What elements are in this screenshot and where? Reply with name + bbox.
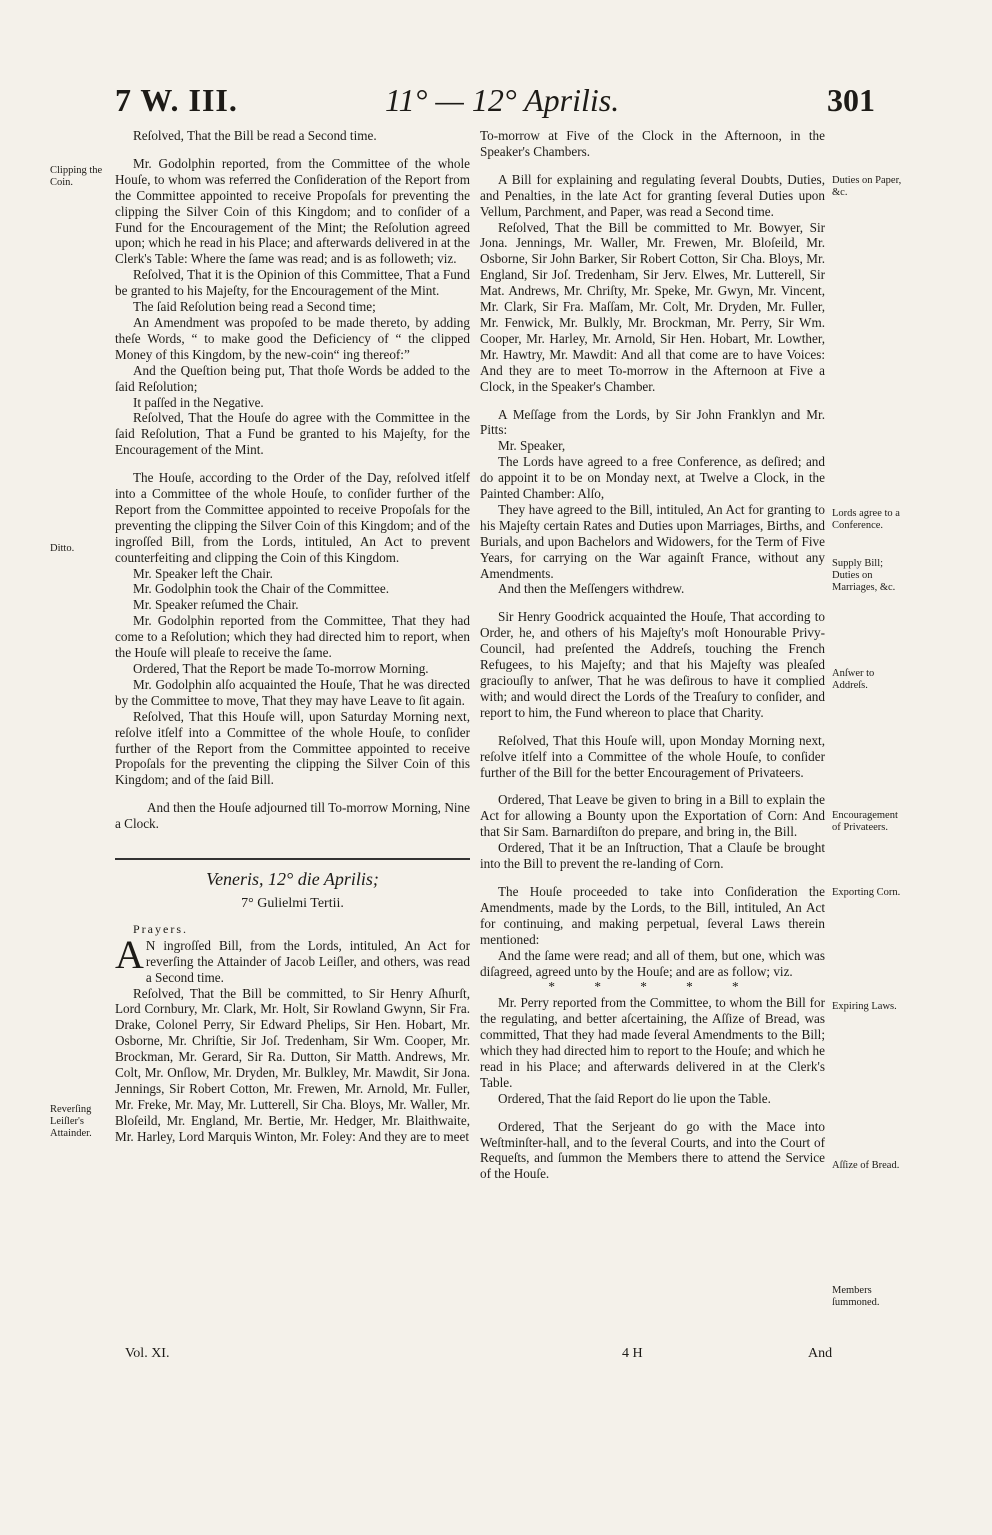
page-number: 301 bbox=[827, 82, 875, 118]
paragraph: Mr. Speaker left the Chair. bbox=[133, 565, 273, 581]
margin-note-encouragement-privateers: Encouragement of Privateers. bbox=[832, 810, 898, 833]
paragraph: A Meſſage from the Lords, by Sir John Franklyn and Mr. Pitts: bbox=[480, 406, 825, 438]
catchword: And bbox=[808, 1346, 833, 1361]
header-regnal-year: 7 W. III. bbox=[115, 82, 238, 118]
left-column bbox=[115, 128, 470, 1145]
omission-asterisks: * * * * * bbox=[548, 979, 757, 995]
paragraph: Sir Henry Goodrick acquainted the Houſe, That according to Order, he, and others of his Majeſty's moſt Honourable Privy-Council, had preſented the Addreſs, touching the French Refugees, to his Majeſty; and that his Majeſty was pleaſed graciouſly to anſwer, That he was deſirous to have it complied with; and would direct the Lords of the Treaſury to conſider, and report to him, the Fund whereon to place that Charity. bbox=[480, 609, 825, 720]
margin-note-answer-address: Anſwer to Addreſs. bbox=[832, 668, 875, 691]
paragraph: Mr. Godolphin alſo acquainted the Houſe, That he was directed by the Committee to move, That they may have Leave to ſit again. bbox=[115, 676, 470, 708]
paragraph: Ordered, That the Report be made To-morrow Morning. bbox=[133, 661, 429, 676]
paragraph: The ſaid Reſolution being read a Second time; bbox=[133, 299, 376, 315]
section-rule bbox=[115, 858, 470, 860]
prayers-heading: Prayers. bbox=[133, 921, 188, 936]
margin-note-expiring-laws: Expiring Laws. bbox=[832, 1001, 897, 1012]
paragraph: To-morrow at Five of the Clock in the Afternoon, in the Speaker's Chambers. bbox=[480, 128, 825, 159]
paragraph: Mr. Godolphin took the Chair of the Committee. bbox=[133, 581, 390, 597]
paragraph: Reſolved, That the Bill be read a Second time. bbox=[133, 128, 377, 143]
reign-heading: 7° Gulielmi Tertii. bbox=[241, 895, 344, 911]
day-heading: Veneris, 12° die Aprilis; bbox=[206, 869, 379, 890]
paragraph: Ordered, That the Serjeant do go with the Mace into Weſtminſter-hall, and to the ſeveral Courts, and into the Court of Requeſts, and ſummon the Members there to attend the Service of the Houſe. bbox=[480, 1118, 825, 1182]
paragraph: It paſſed in the Negative. bbox=[133, 394, 264, 410]
paragraph: Ordered, That it be an Inſtruction, That a Clauſe be brought into the Bill to prevent the re-landing of Corn. bbox=[480, 840, 825, 872]
paragraph: A Bill for explaining and regulating ſeveral Doubts, Duties, and Penalties, in the late Act for granting ſeveral Duties upon Vellum, Parchment, and Paper, was read a Second time. bbox=[480, 171, 825, 219]
margin-note-reversing-leisler: Reverſing Leiſler's Attainder. bbox=[50, 1104, 92, 1139]
page-header bbox=[115, 82, 875, 126]
paragraph: The Houſe proceeded to take into Conſideration the Amendments, made by the Lords, to the Bill, intituled, An Act for continuing, and making perpetual, ſeveral Laws therein mentioned: bbox=[480, 883, 825, 947]
paragraph: Mr. Godolphin reported from the Committee, That they had come to a Reſolution; which they had directed him to report, when the Houſe will pleaſe to receive the ſame. bbox=[115, 613, 470, 661]
paragraph-dropcap bbox=[115, 931, 470, 986]
paragraph: They have agreed to the Bill, intituled, An Act for granting to his Majeſty certain Rates and Duties upon Marriages, Births, and Burials, and upon Bachelors and Widowers, for the Term of Five Years, for carrying on the War againſt France, without any Amendments. bbox=[480, 501, 825, 581]
drop-cap: A bbox=[115, 931, 144, 977]
paragraph: The Lords have agreed to a free Conference, as deſired; and do appoint it to be on Monday next, at Twelve a Clock, in the Painted Chamber: Alſo, bbox=[480, 454, 825, 502]
paragraph: And then the Meſſengers withdrew. bbox=[498, 581, 685, 597]
paragraph: And the Queſtion being put, That thoſe Words be added to the ſaid Reſolution; bbox=[115, 362, 470, 394]
margin-note-assize-bread: Aſſize of Bread. bbox=[832, 1160, 900, 1171]
paragraph: An Amendment was propoſed to be made thereto, by adding theſe Words, “ to make good the Deficiency of “ the clipped Money of this Kingdom, by the new-coin“ ing thereof:” bbox=[115, 314, 470, 362]
margin-note-duties-paper: Duties on Paper, &c. bbox=[832, 175, 902, 198]
paragraph: Reſolved, That this Houſe will, upon Saturday Morning next, reſolve itſelf into a Committee of the whole Houſe, to conſider further of the Report from the Committee appointed to receive Propoſals for the preventing the clipping the Silver Coin of this Kingdom; and of the ſaid Bill. bbox=[115, 708, 470, 788]
margin-note-supply-bill: Supply Bill; Duties on Marriages, &c. bbox=[832, 558, 896, 593]
paragraph: Mr. Speaker, bbox=[498, 438, 566, 454]
paragraph: Reſolved, That the Bill be committed, to Sir Henry Aſhurſt, Lord Cornbury, Mr. Clark, Mr. Holt, Sir Rowland Gwynn, Sir Fra. Drake, Colonel Perry, Sir Edward Phelips, Sir Hen. Hobart, Mr. Osborne, Mr. Chriſtie, Sir Joſ. Tredenham, Sir Wm. Cooper, Mr. Brockman, Mr. Gerard, Sir Ra. Dutton, Sir Matth. Andrews, Mr. Colt, Mr. Onſlow, Mr. Dryden, Mr. Bulkley, Mr. Mawdit, Sir Jona. Jennings, Sir Robert Cotton, Mr. Frewen, Mr. Arnold, Mr. Fuller, Mr. Freke, Mr. May, Mr. Lutterell, Sir Cha. Bloys, Mr. Waller, Mr. Bloſeild, Mr. England, Mr. Bertie, Mr. Hedger, Mr. Blaithwaite, Mr. Harley, Lord Marquis Winton, Mr. Foley: And they are to meet bbox=[115, 985, 470, 1144]
paragraph: The Houſe, according to the Order of the Day, reſolved itſelf into a Committee of the whole Houſe, to conſider further of the Report from the Committee appointed to receive Propoſals for the preventing the clipping the Silver Coin of this Kingdom; and of the ingroſſed Bill, from the Lords, intituled, An Act to prevent counterfeiting and clipping the Coin of this Kingdom. bbox=[115, 470, 470, 565]
paragraph: Ordered, That Leave be given to bring in a Bill to explain the Act for allowing a Bounty upon the Exportation of Corn: And that Sir Sam. Barnardiſton do prepare, and bring in, the Bill. bbox=[480, 792, 825, 840]
volume-label: Vol. XI. bbox=[125, 1346, 170, 1361]
paragraph: Reſolved, That the Houſe do agree with the Committee in the ſaid Reſolution, That a Fund be granted to his Majeſty, for the Encouragement of the Mint. bbox=[115, 410, 470, 458]
paragraph-text: N ingroſſed Bill, from the Lords, intituled, An Act for reverſing the Attainder of Jacob Leiſler, and others, was read a Second time. bbox=[145, 937, 470, 985]
margin-note-ditto: Ditto. bbox=[50, 543, 75, 554]
paragraph: Mr. Perry reported from the Committee, to whom the Bill for the regulating, and better aſcertaining, the Aſſize of Bread, was committed, That they had made ſeveral Amendments to the Bill; which they had directed him to report to the Houſe; and which he read in his Place; and afterwards delivered in at the Clerk's Table. bbox=[480, 995, 825, 1090]
paragraph: Mr. Godolphin reported, from the Committee of the whole Houſe, to whom was referred the Conſideration of the Report from the Committee appointed to receive Propoſals for preventing the clipping the Silver Coin of this Kingdom; and to conſider of a Fund for the Encouragement of the Mint; the Reſolution agreed upon; which he read in his Place; and afterwards delivered in at the Clerk's Table: Where the ſame was read; and is as followeth; viz. bbox=[115, 155, 470, 267]
margin-note-clipping-coin: Clipping the Coin. bbox=[50, 165, 103, 188]
adjournment: And then the Houſe adjourned till To-morrow Morning, Nine a Clock. bbox=[115, 800, 470, 832]
paragraph: And the ſame were read; and all of them, but one, which was diſagreed, agreed unto by the Houſe; and are as follow; viz. bbox=[480, 947, 825, 979]
paragraph: Reſolved, That this Houſe will, upon Monday Morning next, reſolve itſelf into a Committee of the whole Houſe, to conſider further of the Bill for the better Encouragement of Privateers. bbox=[480, 732, 825, 780]
margin-note-members-summoned: Members ſummoned. bbox=[832, 1285, 880, 1308]
margin-note-exporting-corn: Exporting Corn. bbox=[832, 887, 901, 898]
header-date: 11° — 12° Aprilis. bbox=[385, 82, 620, 118]
right-column bbox=[480, 128, 825, 1182]
paragraph: Ordered, That the ſaid Report do lie upon the Table. bbox=[498, 1090, 771, 1106]
signature-mark: 4 H bbox=[622, 1346, 643, 1361]
paragraph: Reſolved, That it is the Opinion of this Committee, That a Fund be granted to his Majeſty, for the Encouragement of the Mint. bbox=[115, 267, 470, 299]
margin-note-lords-agree: Lords agree to a Conference. bbox=[832, 508, 900, 531]
paragraph: Mr. Speaker reſumed the Chair. bbox=[133, 597, 299, 613]
paragraph: Reſolved, That the Bill be committed to Mr. Bowyer, Sir Jona. Jennings, Mr. Waller, Mr. Frewen, Mr. Bloſeild, Mr. Osborne, Sir John Barker, Sir Robert Cotton, Sir Cha. Bloys, Mr. England, Sir Joſ. Tredenham, Sir Jerv. Elwes, Mr. Lutterell, Sir Mat. Andrews, Mr. Chriſty, Mr. Speke, Mr. Gwyn, Mr. Vincent, Mr. Clark, Sir Fra. Maſſam, Mr. Colt, Mr. Dryden, Mr. Fuller, Mr. Fenwick, Mr. Bulkly, Mr. Brockman, Mr. Perry, Sir Wm. Cooper, Mr. Harley, Mr. Arnold, Sir Hen. Hobart, Mr. Lowther, Mr. Hawtry, Mr. Mawdit: And all that come are to have Voices: And they are to meet To-morrow in the Afternoon at Five a Clock, in the Speaker's Chamber. bbox=[480, 219, 825, 394]
